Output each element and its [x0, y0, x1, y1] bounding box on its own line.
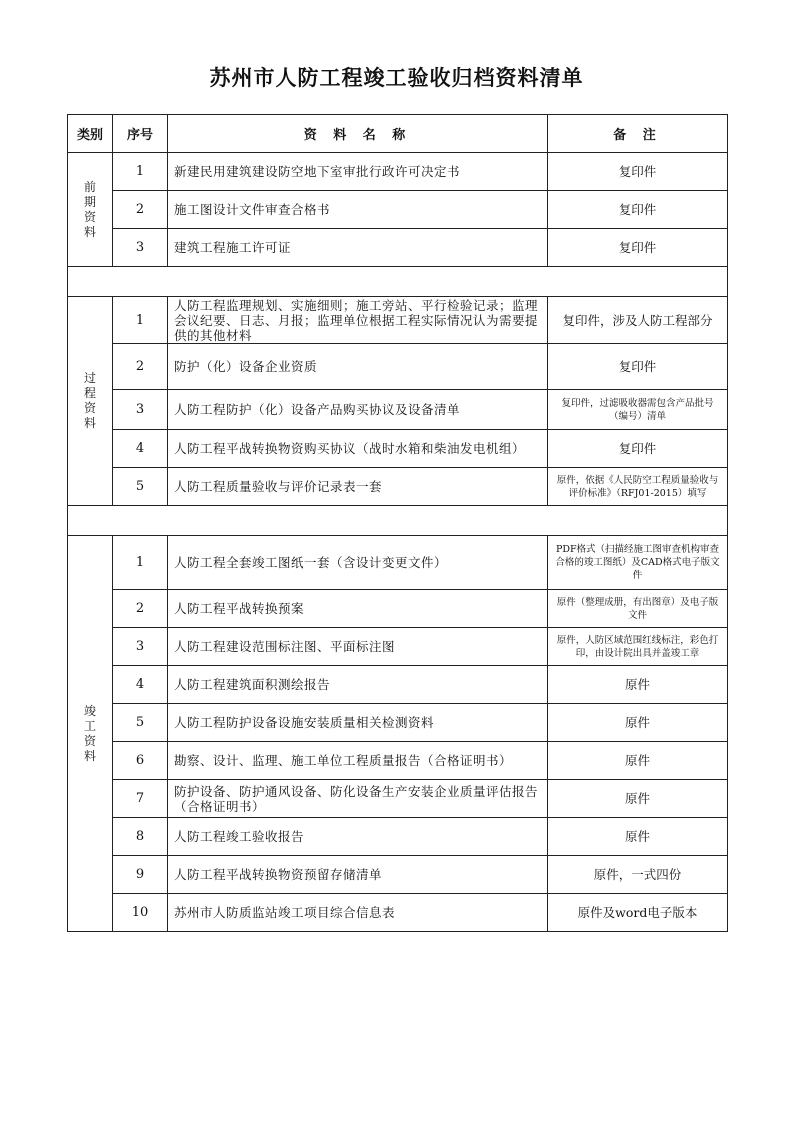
name-cell: 人防工程平战转换物资购买协议（战时水箱和柴油发电机组）: [168, 430, 548, 468]
seq-cell: 6: [113, 742, 168, 780]
table-row: [68, 468, 728, 506]
name-cell: 防护（化）设备企业资质: [168, 344, 548, 390]
category-label: 过程资料: [83, 371, 96, 430]
header-seq: 序号: [113, 115, 168, 153]
page-title: 苏州市人防工程竣工验收归档资料清单: [209, 66, 584, 90]
name-cell: 勘察、设计、监理、施工单位工程质量报告（合格证明书）: [168, 742, 548, 780]
note-cell: 原件及word电子版本: [548, 894, 728, 932]
table-row: [68, 191, 728, 229]
name-cell: 人防工程全套竣工图纸一套（含设计变更文件）: [168, 536, 548, 590]
table-header-row: [68, 115, 728, 153]
note-cell: 原件: [548, 780, 728, 818]
seq-cell: 1: [113, 297, 168, 344]
note-cell: 复印件: [548, 191, 728, 229]
note-cell: 复印件: [548, 229, 728, 267]
seq-cell: 5: [113, 468, 168, 506]
seq-cell: 2: [113, 191, 168, 229]
note-cell: 复印件，过滤吸收器需包含产品批号（编号）清单: [548, 390, 728, 430]
category-cell: [68, 297, 113, 506]
note-cell: 原件（整理成册，有出图章）及电子版文件: [548, 590, 728, 628]
header-note: 备 注: [548, 115, 728, 153]
separator-cell: [68, 506, 728, 536]
seq-cell: 1: [113, 536, 168, 590]
note-cell: 原件，依据《人民防空工程质量验收与评价标准》（RFJ01-2015）填写: [548, 468, 728, 506]
seq-cell: 2: [113, 344, 168, 390]
name-cell: 新建民用建筑建设防空地下室审批行政许可决定书: [168, 153, 548, 191]
category-label: 竣工资料: [83, 703, 96, 763]
table-row: [68, 229, 728, 267]
name-cell: 苏州市人防质监站竣工项目综合信息表: [168, 894, 548, 932]
seq-cell: 1: [113, 153, 168, 191]
table-row: [68, 818, 728, 856]
archive-checklist-table: [67, 114, 728, 932]
table-row: [68, 704, 728, 742]
name-cell: 人防工程平战转换物资预留存储清单: [168, 856, 548, 894]
note-cell: 复印件: [548, 430, 728, 468]
seq-cell: 4: [113, 430, 168, 468]
note-cell: 原件: [548, 818, 728, 856]
seq-cell: 9: [113, 856, 168, 894]
table-row: [68, 344, 728, 390]
name-cell: 防护设备、防护通风设备、防化设备生产安装企业质量评估报告（合格证明书）: [168, 780, 548, 818]
seq-cell: 8: [113, 818, 168, 856]
note-cell: 复印件: [548, 344, 728, 390]
header-name: 资 料 名 称: [168, 115, 548, 153]
seq-cell: 3: [113, 390, 168, 430]
note-cell: 原件: [548, 742, 728, 780]
table-row: [68, 628, 728, 666]
category-cell: [68, 536, 113, 932]
note-cell: 原件: [548, 704, 728, 742]
name-cell: 人防工程防护（化）设备产品购买协议及设备清单: [168, 390, 548, 430]
note-cell: 复印件: [548, 153, 728, 191]
note-cell: 原件: [548, 666, 728, 704]
name-cell: 人防工程质量验收与评价记录表一套: [168, 468, 548, 506]
table-row: [68, 894, 728, 932]
name-cell: 建筑工程施工许可证: [168, 229, 548, 267]
seq-cell: 3: [113, 229, 168, 267]
seq-cell: 5: [113, 704, 168, 742]
seq-cell: 4: [113, 666, 168, 704]
table-row: [68, 430, 728, 468]
seq-cell: 7: [113, 780, 168, 818]
table-row: [68, 666, 728, 704]
name-cell: 人防工程建设范围标注图、平面标注图: [168, 628, 548, 666]
note-cell: 复印件，涉及人防工程部分: [548, 297, 728, 344]
header-category: 类别: [68, 115, 113, 153]
name-cell: 人防工程防护设备设施安装质量相关检测资料: [168, 704, 548, 742]
table-row: [68, 780, 728, 818]
category-label: 前期资料: [83, 179, 96, 239]
group-separator-row: [68, 506, 728, 536]
name-cell: 人防工程建筑面积测绘报告: [168, 666, 548, 704]
table-row: [68, 590, 728, 628]
category-cell: [68, 153, 113, 267]
table-row: [68, 856, 728, 894]
note-cell: 原件，一式四份: [548, 856, 728, 894]
separator-cell: [68, 267, 728, 297]
table-row: [68, 536, 728, 590]
name-cell: 人防工程竣工验收报告: [168, 818, 548, 856]
name-cell: 人防工程平战转换预案: [168, 590, 548, 628]
seq-cell: 10: [113, 894, 168, 932]
name-cell: 施工图设计文件审查合格书: [168, 191, 548, 229]
table-row: [68, 390, 728, 430]
table-row: [68, 153, 728, 191]
group-separator-row: [68, 267, 728, 297]
seq-cell: 2: [113, 590, 168, 628]
note-cell: PDF格式（扫描经施工图审查机构审查合格的竣工图纸）及CAD格式电子版文件: [548, 536, 728, 590]
seq-cell: 3: [113, 628, 168, 666]
table-row: [68, 742, 728, 780]
table-row: [68, 297, 728, 344]
note-cell: 原件，人防区域范围红线标注，彩色打印，由设计院出具并盖竣工章: [548, 628, 728, 666]
name-cell: 人防工程监理规划、实施细则；施工旁站、平行检验记录；监理会议纪要、日志、月报；监理单位根据工程实际情况认为需要提供的其他材料: [168, 297, 548, 344]
